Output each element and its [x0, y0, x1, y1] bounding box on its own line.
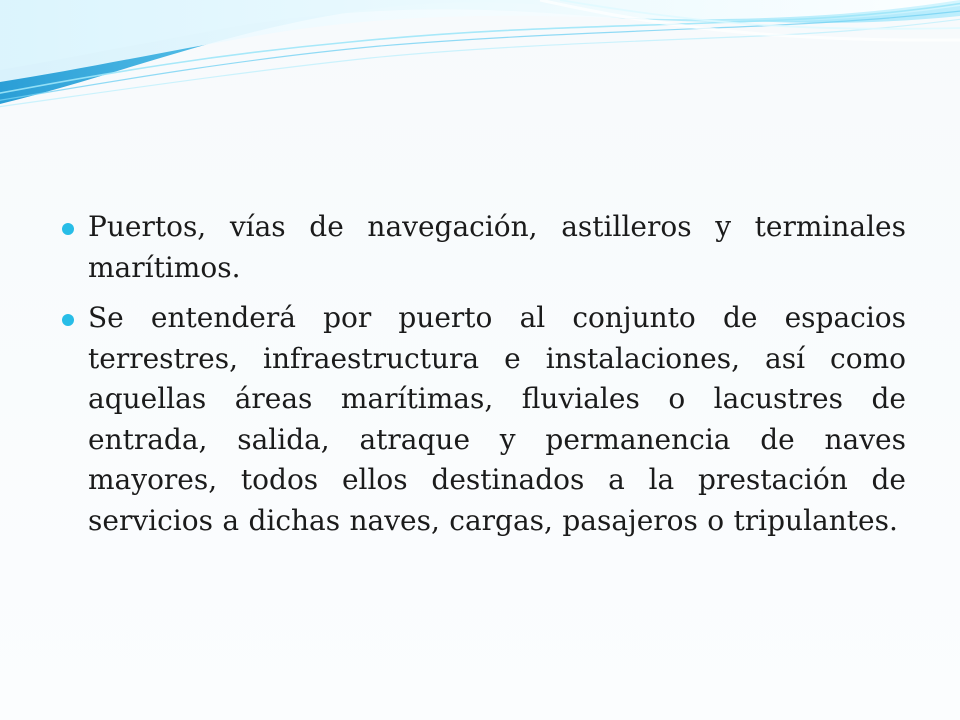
bullet-list	[60, 207, 906, 541]
bullet-text-definicion-puerto: Se entenderá por puerto al conjunto de espacios terrestres, infraestructura e instalaciones, así como aquellas áreas marítimas, fluviales o lacustres de entrada, salida, atraque y permanencia de naves mayores, todos ellos destinados a la prestación de servicios a dichas naves, cargas, pasajeros o tripulantes.	[88, 301, 906, 537]
bullet-dot-icon	[62, 314, 74, 326]
bullet-text-puertos: Puertos, vías de navegación, astilleros y terminales marítimos.	[88, 210, 906, 284]
bullet-item-definicion-puerto	[60, 298, 906, 541]
bullet-item-puertos	[60, 207, 906, 288]
header-wave-decoration	[0, 0, 960, 120]
bullet-content	[60, 207, 906, 551]
bullet-dot-icon	[62, 223, 74, 235]
